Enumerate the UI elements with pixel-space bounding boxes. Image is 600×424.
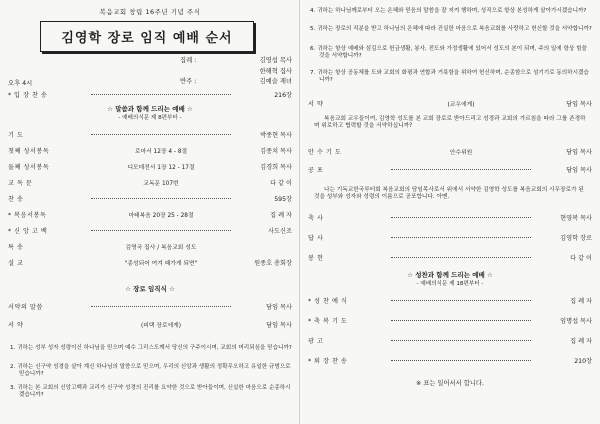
order-row [308,315,592,326]
leader-dots [391,257,531,258]
order-label: 축 사 [308,215,324,222]
leader-dots [91,306,231,307]
service-title [40,21,254,52]
order-row [308,212,592,223]
leader-dots [91,198,231,199]
vow-question: 4. 귀하는 하나님께로부터 오는 은혜와 믿음의 말씀을 잘 지켜 행하며, 성직으로 항상 본성하게 살아가시겠습니까? [310,8,587,14]
order-right: 현영복 목사 [560,215,592,222]
order-label: 첫째 성서봉독 [8,148,50,155]
order-right: 210장 [574,358,592,365]
vow-question: 7. 귀하는 항상 공동체를 도와 교회의 화평과 연합과 거룩함을 위하여 헌신하며, 순종함으로 섬기기로 동의하시겠습니까? [310,70,589,84]
order-right: 임명섭 목사 [560,318,592,325]
order-label: 답 사 [308,235,324,242]
order-right: 박종현 목사 [260,132,292,139]
order-label: 안 수 기 도 [308,149,342,156]
service-time: 오후 4시 [8,80,33,87]
order-label: * 축 복 기 도 [308,318,348,325]
order-label: * 입 장 찬 송 [8,92,48,99]
leader-dots [91,94,231,95]
order-row [8,301,292,312]
order-label: 교 독 문 [8,180,33,187]
order-right: 216장 [274,92,292,99]
leader-dots [91,230,231,231]
order-center: 디모데전서 1장 12 - 17절 [127,165,195,171]
order-row [308,146,592,157]
order-right: 집 례 자 [570,298,592,305]
order-center: 김영국 집사 / 복음교회 성도 [125,245,197,251]
order-label: 서 약 [8,322,24,329]
order-right: 사도신조 [268,228,292,235]
right-page [300,0,600,424]
order-row [8,193,292,204]
order-right: 다 같 이 [570,255,592,262]
order-label: * 퇴 장 찬 송 [308,358,348,365]
order-row [308,252,592,263]
officer-role: 집례 : [180,57,197,64]
leader-dots [391,300,531,301]
officer-name: 김예슬 재녀 [259,78,292,85]
vow-question: 6. 귀하는 항상 예배와 섬김으로 헌금생활, 봉사, 전도와 가정생활에 있어서 성도의 본이 되며, 주의 일에 항상 힘쓸 것을 서약합니까? [310,46,587,60]
leader-dots [391,217,531,218]
order-right: 김경희 목사 [260,164,292,171]
order-row [8,319,292,330]
vow-question: 1. 귀하는 성부 성자 성령이신 하나님을 믿으며 예수 그리스도께서 당신의 구주이시며, 교회의 머리되심을 믿습니까? [10,345,292,351]
vow-question: 3. 귀하는 본 교회의 신앙고백과 교리가 신구약 성경의 진리를 요약한 것으로 받아들이며, 신실한 마음으로 순종하시겠습니까? [10,385,291,399]
order-label: 둘째 성서봉독 [8,164,50,171]
leader-dots [391,320,531,321]
officer-row [180,77,292,88]
order-label: 특 송 [8,244,24,251]
order-right: 집 례 자 [570,338,592,345]
order-label: * 성 찬 예 식 [308,298,348,305]
order-row [308,164,592,175]
leader-dots [91,134,231,135]
service-title-text: 김영학 장로 임직 예배 순서 [61,31,233,46]
order-row [8,257,292,268]
order-right: 김영학 장로 [560,235,592,242]
order-right: 다 같 이 [270,180,292,187]
order-row [8,209,292,220]
order-right: 담임 목사 [566,101,592,108]
order-right: 담임 목사 [266,322,292,329]
order-right: 집 례 자 [270,212,292,219]
section-title-word: ☆ 장로 임직식 ☆ [125,285,175,293]
order-row [8,177,292,188]
order-label: * 복음서봉독 [8,212,47,219]
leader-dots [391,340,531,341]
order-center: 교독문 107번 [143,181,179,187]
section-title-word: ☆ 성찬과 함께 드리는 예배 ☆ [407,271,493,279]
section-subtitle-word: - 예배의식문 제 8편부터 - [118,115,182,121]
order-center: 안수위원 [449,150,473,156]
order-right: 담임 목사 [566,167,592,174]
leader-dots [391,237,531,238]
officer-role: 반주 : [180,78,197,85]
proclamation-text: 나는 기독교한국루터회 복음교회의 담임목사로서 위에서 서약한 김영학 성도를 복음교회의 시무장로가 된 것을 성부와 성자와 성령의 이름으로 공포합니다. 아멘. [314,187,584,201]
order-label: 서 약 [308,101,324,108]
order-label: 광 고 [308,338,324,345]
order-label: 공 포 [308,167,324,174]
order-label: 기 도 [8,132,24,139]
order-row [8,241,292,252]
congregation-vow: 복음교회 교우들이여, 김영학 성도를 본 교회 장로로 받아드리고 성경과 교회의 가르침을 따라 그를 존경하며 위로하고 협력할 것을 서약하십니까? [314,116,586,130]
vow-question: 2. 귀하는 신구약 성경을 살아 계신 하나님의 말씀으로 믿으며, 우리의 신앙과 생활의 정확무오하고 유일한 규범으로 믿습니까? [10,364,291,378]
order-row [308,98,592,109]
officer-name: 김영섭 목사 [259,57,292,64]
officer-name: 한해혁 집사 [259,67,292,75]
order-label: * 신 앙 고 백 [8,228,48,235]
officer-row [180,56,292,67]
vow-question: 5. 귀하는 장로의 직분을 받고 하나님의 은혜에 따라 진실한 마음으로 복음교회를 사랑하고 헌신할 것을 서약합니까? [310,26,592,32]
order-center: "종성되어 여겨 때가게 되면" [124,261,198,267]
order-row [8,129,292,140]
order-label: 찬 송 [8,196,24,203]
leader-dots [391,169,531,170]
officers-block [180,56,292,88]
order-row [8,225,292,236]
order-right: 595장 [274,196,292,203]
order-row [8,161,292,172]
order-center: 로마서 12장 4 - 8절 [134,149,188,155]
order-row [308,295,592,306]
order-label: 봉 헌 [308,255,324,262]
order-center: (교우에게) [447,102,475,108]
order-right: 원종호 총회장 [254,260,292,267]
order-right: 담임 목사 [566,149,592,156]
section-subtitle-word: - 예배의식문 제 18편부터 - [416,281,484,287]
order-row [308,355,592,366]
service-kicker: 복음교회 창립 16주년 기념 주식 [99,8,201,16]
order-row [308,232,592,243]
order-center: 마태복음 20장 25 - 28절 [128,213,194,219]
leader-dots [391,360,531,361]
order-right: 담임 목사 [266,304,292,311]
order-right: 김종치 목사 [260,148,292,155]
order-row [8,145,292,156]
order-row [308,335,592,346]
officer-row [180,67,292,78]
order-label: 서약의 말씀 [8,304,43,311]
section-title-word: ☆ 말씀과 함께 드리는 예배 ☆ [107,105,193,113]
order-row [8,89,292,100]
order-center: (피택 장로에게) [141,323,181,329]
standing-note: ※ 표는 일어서서 합니다. [415,380,485,387]
order-label: 설 교 [8,260,24,267]
